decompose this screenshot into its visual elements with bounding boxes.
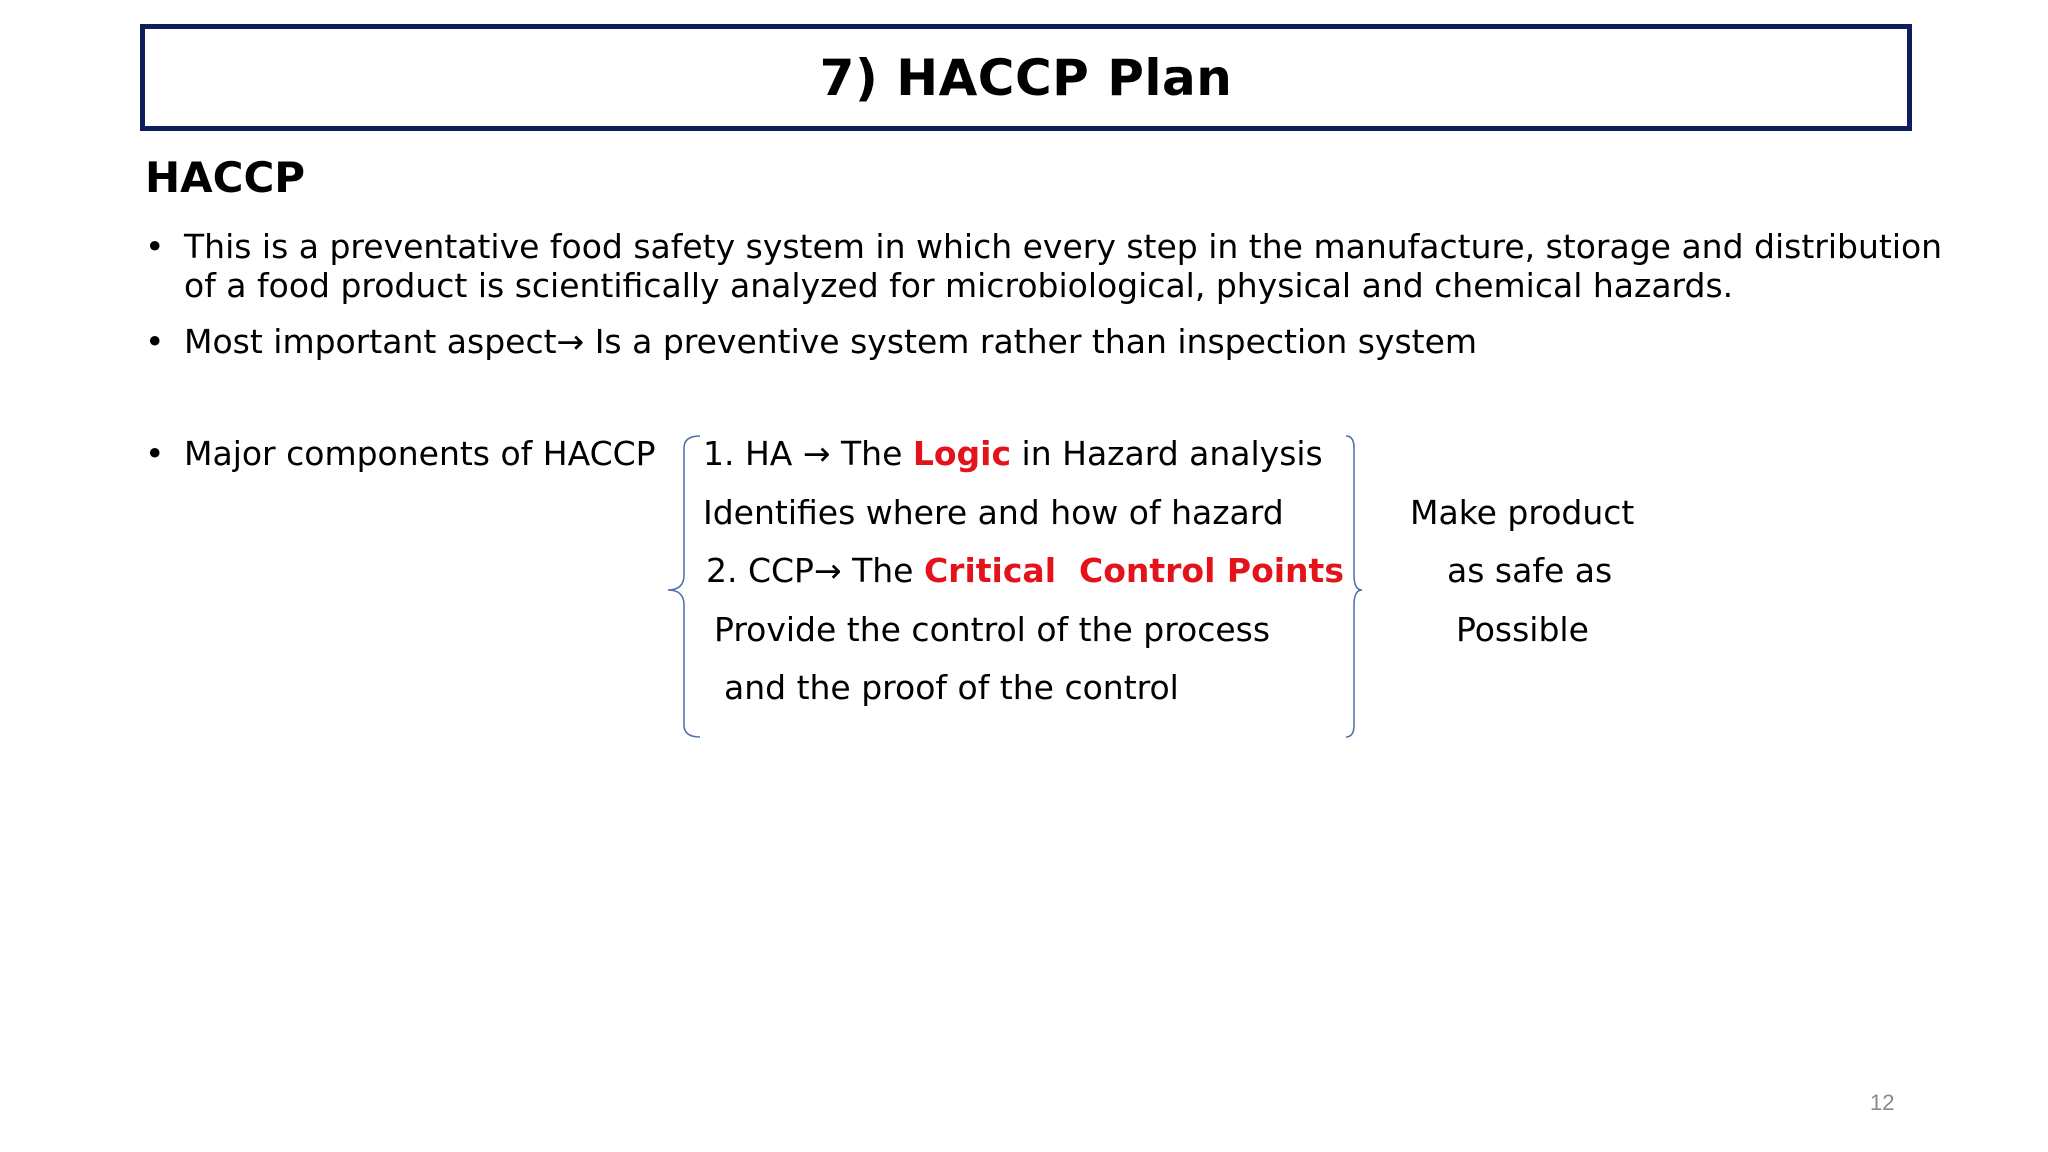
critical-control-points-highlight: Critical Control Points (923, 551, 1344, 590)
component-ha-suffix: in Hazard analysis (1011, 434, 1323, 473)
component-ccp-description-2: and the proof of the control (724, 668, 1179, 707)
component-ha-description: Identifies where and how of hazard (703, 493, 1284, 532)
bullet-major-components-text: Major components of HACCP (184, 434, 656, 473)
bullet-definition-line-1: This is a preventative food safety system in which every step in the manufacture, storage and distribution (184, 227, 1943, 266)
title-box (140, 24, 1912, 131)
bullet-dot: • (145, 434, 165, 473)
component-ha-prefix: 1. HA → The (703, 434, 913, 473)
bullet-major-components (145, 434, 745, 474)
bullet-definition-line-2: of a food product is scientifically analyzed for microbiological, physical and chemical hazards. (184, 266, 1734, 305)
right-bracket (1346, 436, 1362, 737)
bullet-definition (145, 227, 1943, 307)
component-ha (703, 434, 1323, 473)
slide-title: 7) HACCP Plan (819, 48, 1233, 107)
bullet-important-aspect-text: Most important aspect→ Is a preventive system rather than inspection system (184, 322, 1478, 361)
goal-line-3: Possible (1456, 610, 1589, 649)
goal-line-1: Make product (1410, 493, 1635, 532)
bullet-important-aspect (145, 322, 1645, 362)
bullet-dot: • (145, 227, 165, 266)
goal-line-2: as safe as (1447, 551, 1613, 590)
section-heading: HACCP (145, 153, 306, 202)
logic-highlight: Logic (912, 434, 1012, 473)
left-bracket (668, 436, 700, 737)
component-ccp-description-1: Provide the control of the process (714, 610, 1271, 649)
component-ccp (706, 551, 1344, 590)
bullet-dot: • (145, 322, 165, 361)
page-number: 12 (1870, 1090, 1895, 1115)
component-ccp-prefix: 2. CCP→ The (706, 551, 924, 590)
